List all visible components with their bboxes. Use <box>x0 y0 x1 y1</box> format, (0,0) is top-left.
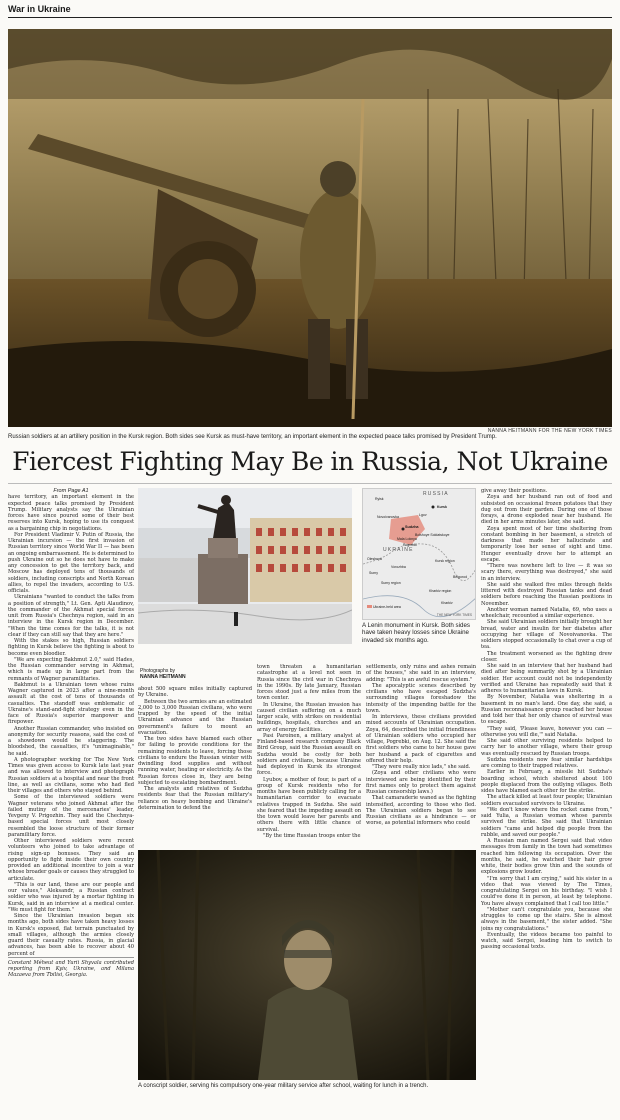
map-town: Mala Loknya <box>397 537 417 541</box>
article-column-5 <box>481 488 612 1100</box>
conscript-caption: A conscript soldier, serving his compulsory one-year military service after school, waiting for lunch in a trench. <box>138 1083 429 1089</box>
paragraph: Ukrainians "wanted to conduct the talks from a position of strength," Lt. Gen. Apti Alaudinov, the commander of the Akhmat special forces unit from Russia's Chechnya region, said in an interview in the Kursk region in December. "When the time comes for the talks, it is not clear if they can still say that they are here." <box>8 594 134 638</box>
lenin-photo <box>138 488 352 644</box>
headline: Fiercest Fighting May Be in Russia, Not Ukraine <box>12 447 608 476</box>
paragraph: Since the Ukrainian invasion began six months ago, both sides have taken heavy losses in Kursk's exposed, flat terrain punctuated by small villages, although the armies closely guard their casualty rates. Russia, in glacial advances, has been able to recover about 40 percent of <box>8 913 134 957</box>
paragraph: "I'm sorry that I am crying," said his sister in a video that was viewed by The Times, congratulating Sergei on his birthday. "I wish I could've done it in person, at least by telephone. You have always complained that I call too little." <box>481 875 612 907</box>
article-column-3 <box>257 664 361 846</box>
paragraph: Earlier in February, a missile hit Sudzha's boarding school, which sheltered about 100 people displaced from the outlying villages. Both sides have blamed each other for the strike. <box>481 769 612 794</box>
paragraph: With the stakes so high, Russian soldiers fighting in Kursk believe the fighting is about to become even bloodier. <box>8 638 134 657</box>
paragraph: A Russian man named Sergei said that video messages from family in the town had sometimes reached him following its occupation. Over the months, he said, he watched their hair grow white, their bodies grow thin and the sounds of explosions grow louder. <box>481 838 612 876</box>
paragraph: She said Ukrainian soldiers initially brought her bread, water and insulin for her diabetes after occupying her village of Novoivanovka. The soldiers stopped occasionally to chat over a cup of tea. <box>481 619 612 651</box>
map-town: Kharkiv <box>441 601 453 605</box>
paragraph: "They said, 'Please leave, however you can — otherwise you will die,'" said Natalia. <box>481 725 612 738</box>
paragraph: She said she walked five miles through fields littered with destroyed Russian tanks and dead soldiers before reaching the Russian positions in November. <box>481 581 612 607</box>
from-page-label: From Page A1 <box>53 488 89 494</box>
map-town: Pogrebki <box>403 543 417 547</box>
paragraph: Zoya and her husband ran out of food and subsisted on occasional frozen potatoes that they dug out from their garden. During one of those forays, a drone exploded near her husband. He died in her arms minutes later, she said. <box>481 494 612 526</box>
paragraph: That camaraderie waned as the fighting intensified, according to those who fled. The Ukrainian soldiers began to see Russian civilians as a hindrance — or worse, as potential informers who could <box>366 795 476 827</box>
map-label-ukraine: UKRAINE <box>383 547 414 553</box>
paragraph: The apocalyptic scenes described by civilians who have escaped Sudzha's surrounding villages foreshadow the intensity of the impending battle for the town. <box>366 682 476 714</box>
paragraph: settlements, only ruins and ashes remain of the houses," she said in an interview, adding: "This is an awful rescue system." <box>366 664 476 683</box>
paragraph: She said in an interview that her husband had died after being summarily shot by a Ukrainian soldier. Her account could not be independently verified and Ukraine has repeatedly said that it adheres to humanitarian laws in Kursk. <box>481 663 612 694</box>
paragraph: By November, Natalia was sheltering in a basement in no man's land. One day, she said, a Russian reconnaissance group reached her house and told her that her only chance of survival was to escape. <box>481 694 612 726</box>
hero-photo <box>8 29 612 427</box>
paragraph: give away their positions. <box>481 488 548 494</box>
photo-credit: Photographs by NANNA HEITMANN <box>140 668 186 680</box>
map-town: Novoivanovka <box>377 515 399 519</box>
map-town: Oleshnya <box>367 557 382 561</box>
paragraph: The two sides have blamed each other for failing to provide conditions for the remaining residents to leave, forcing those civilians to endure the Russian winter with dwindling food supplies and without running water, heating or electricity. As the Russian forces close in, they are being subjected to escalating bombardment. <box>138 736 252 786</box>
paragraph: Some of the interviewed soldiers were Wagner veterans who joined Akhmat after the failed mutiny of the mercenaries' leader, Yevgeny V. Prigozhin. They said the Chechnya-based special forces unit most closely resembled the loose structure of their former paramilitary force. <box>8 794 134 838</box>
paragraph: "There was nowhere left to live — it was so scary there, everything was destroyed," she said in an interview. <box>481 563 612 582</box>
kursk-map <box>362 488 476 620</box>
paragraph: town threaten a humanitarian catastrophe at a level not seen in Russia since the civil war in Chechnya in the 1990s. By late January, Russian forces stood just a few miles from the town center. <box>257 664 361 702</box>
paragraph: Sudzha residents now fear similar hardships are coming to their trapped relatives. <box>481 756 612 769</box>
paragraph: For President Vladimir V. Putin of Russia, the Ukrainian incursion — the first invasion of Russian territory since World War II — has been an ongoing embarrassment. He is determined to push Ukraine out so he does not have to make any concession to get the territory back, and Moscow has deployed tens of thousands of soldiers, including conscripts and North Korean allies, to repel the invaders, according to U.S. officials. <box>8 531 134 594</box>
paragraph: The attack killed at least four people; Ukrainian soldiers evacuated survivors to Ukraine. <box>481 794 612 807</box>
paragraph: Pasi Paroinen, a military analyst at Finland-based research company Black Bird Group, said the Russian assault on Sudzha would be costly for both soldiers and civilians, because Ukraine had deployed in Kursk its strongest force. <box>257 732 361 777</box>
map-town: Sumy <box>369 571 378 575</box>
artillery-photo <box>8 29 612 427</box>
paragraph: "This is our land, these are our people and our values," Aleksandr, a Russian contract soldier who was injured by a mortar fighting in Kursk, said in an interview at a medical center. "We must fight for them." <box>8 881 134 913</box>
paragraph: "We don't know where the rocket came from," said Yulia, a Russian woman whose parents survived the strike. She said that Ukrainian soldiers "came and helped dig people from the rubble, and saved our people." <box>481 806 612 838</box>
paragraph: "Mother can't congratulate you, because she struggles to come up the stairs. She is almost always in the basement," the sister added. "She joins my congratulations." <box>481 906 612 932</box>
paragraph: "They were really nice lads," she said. <box>372 764 471 770</box>
paragraph: In interviews, these civilians provided mixed accounts of Ukrainian occupation. Zoya, 64, described the initial friendliness of Ukrainian soldiers who occupied her village, Pogrebki, on Aug. 12. She said the first soldiers who came to her house gave her husband a pack of cigarettes and offered their help. <box>366 714 476 764</box>
map-town: Lgov <box>419 513 427 517</box>
map-town: Vorozhba <box>391 565 406 569</box>
section-label: War in Ukraine <box>8 4 71 14</box>
article-column-1 <box>8 488 134 1091</box>
hero-caption: Russian soldiers at an artillery position in the Kursk region. Both sides see Kursk as must-have territory, an important element in the expected peace talks promised by President Trump. <box>8 434 497 440</box>
map-label-russia: RUSSIA <box>423 491 449 497</box>
paragraph: "By the time Russian troops enter the <box>263 832 361 839</box>
article-column-4 <box>366 664 476 846</box>
map-source: THE NEW YORK TIMES <box>436 613 472 617</box>
header-rule <box>8 17 612 18</box>
article-column-2 <box>138 686 252 846</box>
paragraph: The analysts and relatives of Sudzha residents fear that the Russian military's reliance on heavy bombing and Ukraine's determination to defend the <box>138 786 252 811</box>
map-town: Kursk <box>437 505 447 509</box>
paragraph: Another Russian commander, who insisted on anonymity for security reasons, said the cost of a showdown would be staggering. The bloodshed, the casualties, it's "unimaginable," he said. <box>8 725 134 757</box>
map-town: Rylsk <box>375 497 384 501</box>
map-legend: Ukraine-held area <box>367 605 401 609</box>
paragraph: (Zoya and other civilians who were interviewed are being identified by their first names only to protect them against Russian censorship laws.) <box>366 770 476 795</box>
map-town: Belgorod <box>453 575 468 579</box>
headline-rule <box>8 483 612 484</box>
paragraph: about 500 square miles initially captured by Ukraine. <box>138 686 252 699</box>
map-town: Sudzha <box>405 525 419 529</box>
paragraph: The treatment worsened as the fighting drew closer. <box>481 650 612 663</box>
map-region: Kharkiv region <box>429 589 452 593</box>
conscript-photo <box>138 850 476 1080</box>
map-region: Sumy region <box>381 581 401 585</box>
paragraph: Other interviewed soldiers were recent volunteers who joined to take advantage of rising sign-up bonuses. They said an opportunity to fight inside their own country provided an additional incentive to join a war whose broader goals or causes they struggled to articulate. <box>8 838 134 882</box>
reporting-credit: Constant Méheut and Yurii Shyvala contributed reporting from Kyiv, Ukraine, and Milana Mazaeva from Tbilisi, Georgia. <box>8 957 134 979</box>
paragraph: A photographer working for The New York Times was given access to Kursk late last year and was allowed to interview and photograph Russian soldiers at a hospital and near the front line, as well as civilians, some who had fled their villages and others who stayed behind. <box>8 756 134 794</box>
paragraph: Between the two armies are an estimated 2,000 to 3,000 Russian civilians, who were trapped by the speed of the initial Ukrainian advance and the Russian government's failure to mount an evacuation. <box>138 698 252 736</box>
paragraph: She said other surviving residents helped to carry her to another village, where their group was eventually rescued by Russian troops. <box>481 738 612 757</box>
hero-credit: NANNA HEITMANN FOR THE NEW YORK TIMES <box>487 428 612 434</box>
paragraph: In Ukraine, the Russian invasion has caused civilian suffering on a much larger scale, with strikes on residential buildings, hospitals, churches and an array of energy facilities. <box>257 701 361 733</box>
paragraph: Bakhmut is a Ukrainian town whose ruins Wagner captured in 2023 after a nine-month assault at the cost of tens of thousands of casualties. The standoff was emblematic of Ukraine's stand-and-fight strategy even in the face of Russia's superior manpower and firepower. <box>8 681 134 726</box>
paragraph: Eventually, the videos became too painful to watch, said Sergei, leading him to switch to passing occasional texts. <box>481 931 612 951</box>
map-region: Kursk region <box>435 559 455 563</box>
paragraph: have territory, an important element in the expected peace talks promised by President Trump. Military analysts say the Ukrainian forces have since poured some of their best reserves into Kursk, hoping to use its conquest as a bargaining chip in negotiations. <box>8 494 134 532</box>
map-caption: A Lenin monument in Kursk. Both sides have taken heavy losses since Ukraine invaded six months ago. <box>362 622 470 644</box>
paragraph: Zoya spent most of her time sheltering from constant bombing in her basement, a stretch of darkness that made her hallucinate and temporarily lose her sense of sight and time. Hunger eventually drove her to attempt an escape. <box>481 525 612 563</box>
paragraph: "We are expecting Bakhmut 2.0," said Hades, the Russian commander serving in Akhmat, which is made up in large part from the remnants of Wagner paramilitaries. <box>8 656 134 682</box>
paragraph: Another woman named Natalia, 69, who uses a wheelchair, recounted a similar experience. <box>481 606 612 619</box>
paragraph: Lyubov, a mother of four, is part of a group of Kursk residents who for months have been publicly calling for a humanitarian corridor to evacuate relatives trapped in Sudzha. She said she feared that the impeding assault on the town would leave her parents and others there with little chance of survival. <box>257 776 361 833</box>
map-town: Bolshoye Soldatskoye <box>415 533 450 537</box>
